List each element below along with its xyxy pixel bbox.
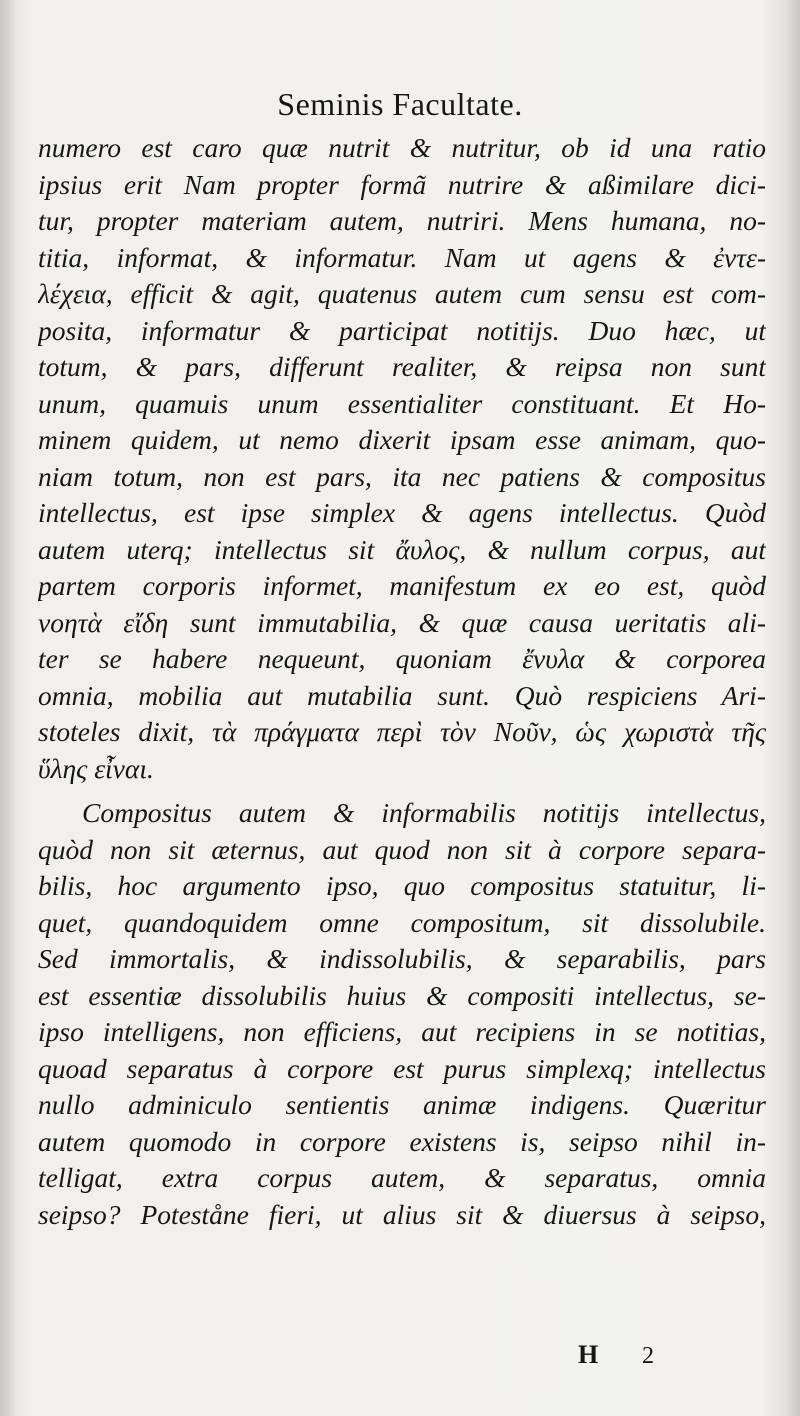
text-line: partem corporis informet, manifestum ex eo est, quòd: [38, 570, 766, 601]
text-line: λέχεια, efficit & agit, quatenus autem cum sensu est com-: [38, 278, 766, 309]
page-gutter-shadow: [0, 0, 16, 1416]
text-line: nullo adminiculo sentientis animæ indigens. Quæritur: [38, 1089, 766, 1120]
text-line: Sed immortalis, & indissolubilis, & separabilis, pars: [38, 943, 766, 974]
text-line: νοητὰ εἴδη sunt immutabilia, & quæ causa ueritatis ali-: [38, 606, 766, 638]
text-line: Compositus autem & informabilis notitijs intellectus,: [82, 797, 766, 828]
paragraph-1: [38, 130, 766, 787]
text-line: autem quomodo in corpore existens is, seipso nihil in-: [38, 1125, 766, 1157]
text-line: bilis, hoc argumento ipso, quo compositus statuitur, li-: [38, 870, 766, 901]
signature-number: 2: [642, 1343, 654, 1369]
text-line: titia, informat, & informatur. Nam ut agens & ἐντε-: [38, 241, 766, 273]
signature-mark: H: [578, 1340, 600, 1369]
text-line: seipso? Poteståne fieri, ut alius sit & diuersus à seipso,: [38, 1198, 766, 1230]
running-head: Seminis Facultate.: [277, 86, 523, 122]
text-line: ter se habere nequeunt, quoniam ἔνυλα & corporea: [38, 643, 766, 674]
text-line: ὕλης εἶναι.: [38, 752, 154, 784]
text-line: unum, quamuis unum essentialiter constituant. Et Ho-: [38, 387, 766, 419]
text-line: stoteles dixit, τὰ πράγματα περὶ τὸν Νοῦν, ὡς χωριστὰ τῆς: [38, 716, 766, 747]
text-line: quet, quandoquidem omne compositum, sit dissolubile.: [38, 906, 766, 938]
text-line: omnia, mobilia aut mutabilia sunt. Quò respiciens Ari-: [38, 679, 766, 711]
text-line: quoad separatus à corpore est purus simplexq; intellectus: [38, 1052, 766, 1084]
body-text: [38, 130, 766, 1233]
text-line: intellectus, est ipse simplex & agens intellectus. Quòd: [38, 497, 766, 528]
text-line: minem quidem, ut nemo dixerit ipsam esse animam, quo-: [38, 424, 766, 455]
text-line: tur, propter materiam autem, nutriri. Mens humana, no-: [38, 205, 766, 236]
text-line: telligat, extra corpus autem, & separatus, omnia: [38, 1162, 766, 1193]
paragraph-gap: [38, 787, 766, 795]
text-line: ipso intelligens, non efficiens, aut recipiens in se notitias,: [38, 1016, 766, 1047]
text-line: est essentiæ dissolubilis huius & compositi intellectus, se-: [38, 979, 766, 1011]
text-line: ipsius erit Nam propter formã nutrire & aßimilare dici-: [38, 168, 766, 200]
text-line: numero est caro quæ nutrit & nutritur, ob id una ratio: [38, 132, 766, 163]
text-line: quòd non sit æternus, aut quod non sit à corpore separa-: [38, 833, 766, 865]
text-line: posita, informatur & participat notitijs. Duo hæc, ut: [38, 314, 766, 346]
text-line: totum, & pars, differunt realiter, & reipsa non sunt: [38, 351, 766, 382]
page-edge-shadow: [786, 0, 800, 1416]
paragraph-2: [38, 795, 766, 1233]
text-line: autem uterq; intellectus sit ἄυλος, & nullum corpus, aut: [38, 533, 766, 565]
text-line: niam totum, non est pars, ita nec patiens & compositus: [38, 460, 766, 492]
